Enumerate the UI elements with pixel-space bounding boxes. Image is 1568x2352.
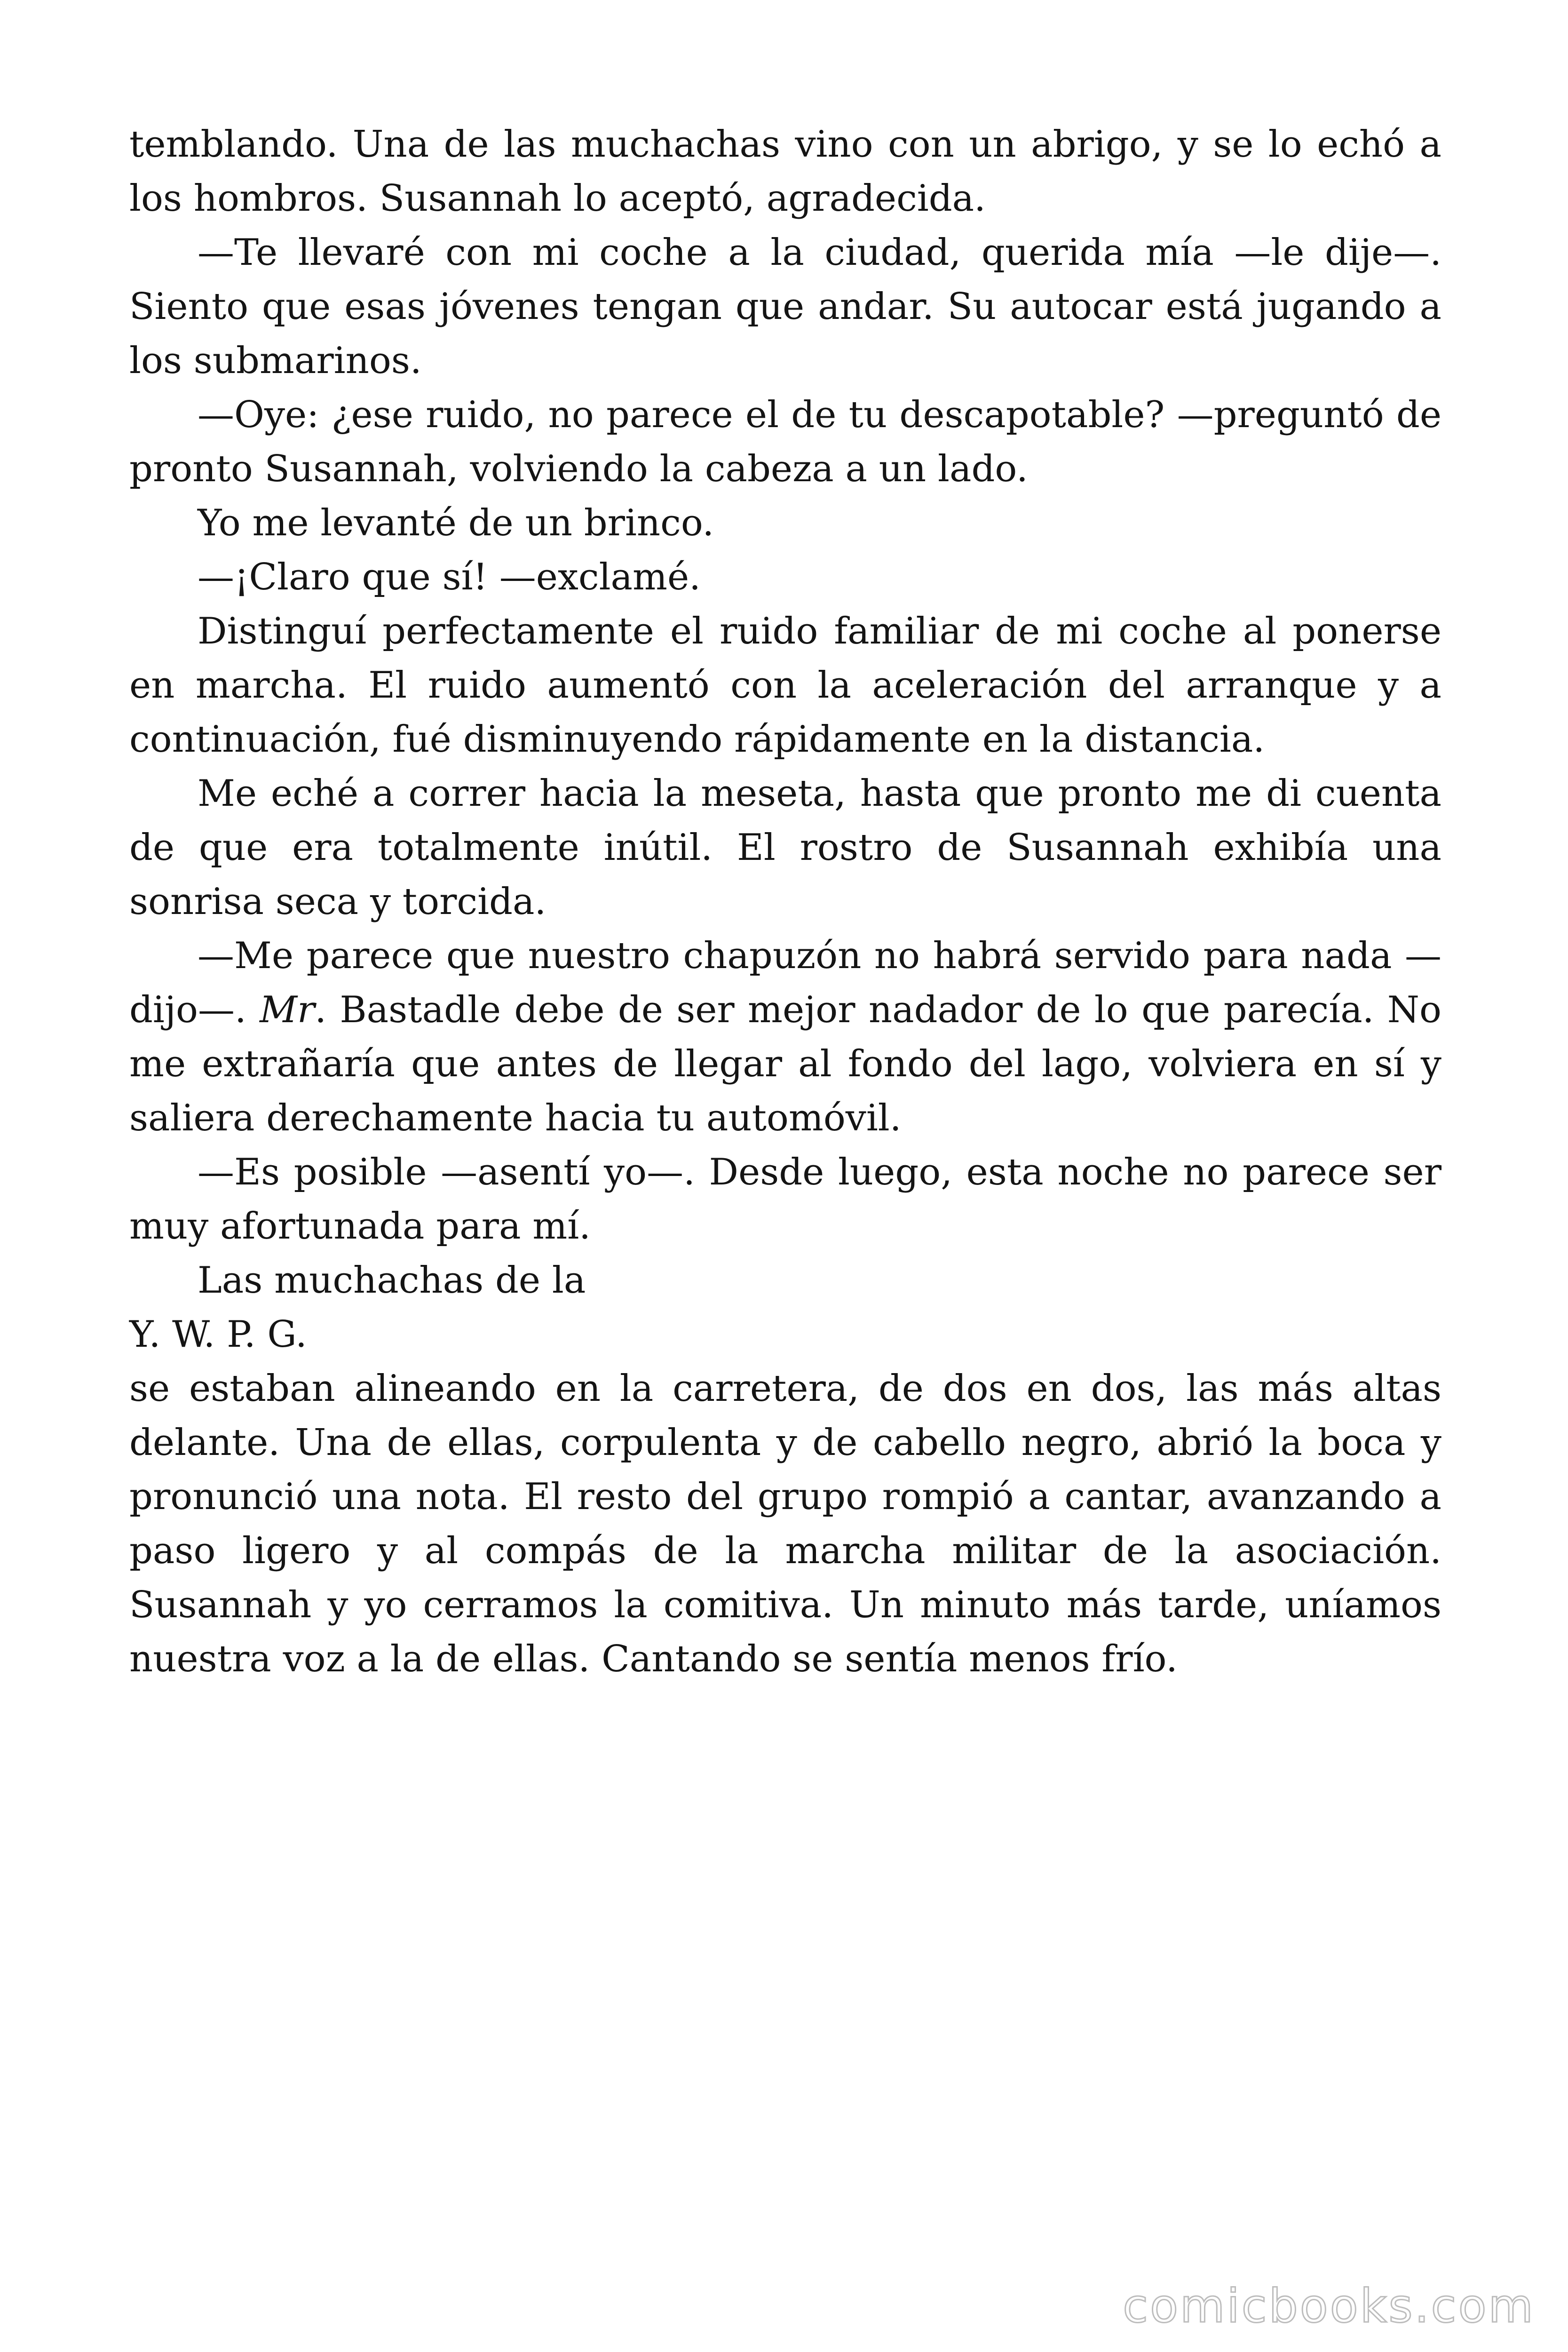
paragraph-2: —Te llevaré con mi coche a la ciudad, querida mía —le dije—. Siento que esas jóvenes tengan que andar. Su autocar está jugando a los submarinos.: [129, 231, 1441, 382]
paragraph-8-before: —Me parece que nuestro chapuzón no habrá servido para nada —dijo—.: [129, 935, 1441, 1031]
paragraph-5: —¡Claro que sí! —exclamé.: [198, 556, 701, 598]
paragraph-4: Yo me levanté de un brinco.: [198, 502, 714, 544]
paragraph-8-italic: Mr: [260, 989, 315, 1031]
paragraph-7: Me eché a correr hacia la meseta, hasta que pronto me di cuenta de que era totalmente inútil. El rostro de Susannah exhibía una sonrisa seca y torcida.: [129, 772, 1441, 923]
paragraph-6: Distinguí perfectamente el ruido familiar de mi coche al ponerse en marcha. El ruido aumentó con la aceleración del arranque y a continuación, fué disminuyendo rápidamente en la distancia.: [129, 610, 1441, 761]
paragraph-8: [129, 929, 1441, 1145]
paragraph-12: se estaban alineando en la carretera, de dos en dos, las más altas delante. Una de ellas, corpulenta y de cabello negro, abrió la boca y pronunció una nota. El resto del grupo rompió a cantar, avanzando a paso ligero y al compás de la marcha militar de la asociación. Susannah y yo cerramos la comitiva. Un minuto más tarde, uníamos nuestra voz a la de ellas. Cantando se sentía menos frío.: [129, 1367, 1441, 1680]
paragraph-8-after: . Bastadle debe de ser mejor nadador de lo que parecía. No me extrañaría que antes de llegar al fondo del lago, volviera en sí y saliera derechamente hacia tu automóvil.: [129, 989, 1441, 1139]
paragraph-11-acronym: Y. W. P. G.: [129, 1313, 307, 1356]
paragraph-10: Las muchachas de la: [198, 1259, 586, 1302]
paragraph-3: —Oye: ¿ese ruido, no parece el de tu descapotable? —preguntó de pronto Susannah, volviendo la cabeza a un lado.: [129, 394, 1441, 490]
paragraph-9: —Es posible —asentí yo—. Desde luego, esta noche no parece ser muy afortunada para mí.: [129, 1151, 1441, 1248]
paragraph-1: temblando. Una de las muchachas vino con un abrigo, y se lo echó a los hombros. Susannah lo aceptó, agradecida.: [129, 123, 1441, 220]
site-watermark: comicbooks.com: [1123, 2280, 1535, 2333]
book-page-text: [129, 118, 1441, 1686]
